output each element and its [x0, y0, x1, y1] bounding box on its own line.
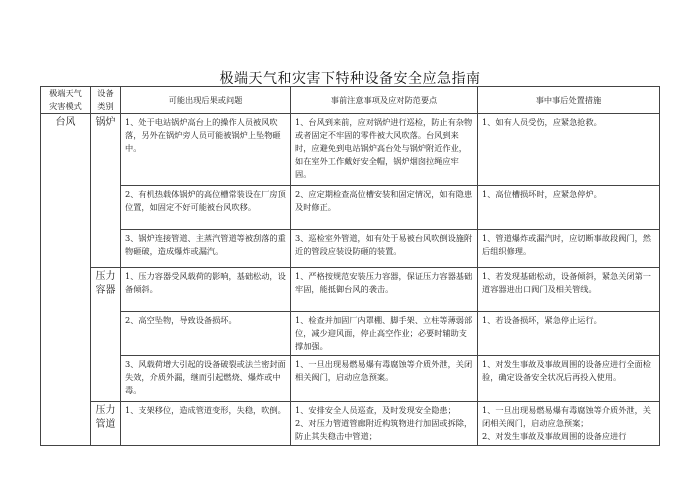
precaution-cell: 1、一旦出现易燃易爆有毒腐蚀等介质外泄，关闭相关阀门，启动应急预案。	[291, 356, 478, 402]
precaution-cell: 3、巡检室外管道，如有处于易被台风吹倒设施附近的管段应装设防砸的装置。	[291, 230, 478, 268]
precaution-cell: 1、台风到来前，应对锅炉进行巡检，防止有杂物或者固定不牢固的零件被大风吹落。台风到来时，应避免到电站锅炉高台处与锅炉附近作业，如在室外工作戴好安全帽，锅炉烟囱拉绳应牢固。	[291, 114, 478, 186]
table-row	[41, 312, 660, 356]
response-cell: 1、管道爆炸或漏汽时，应切断事故段阀门，然后组织修理。	[478, 230, 660, 268]
table-row	[41, 230, 660, 268]
precaution-cell: 1、安排安全人员巡查，及时发现安全隐患； 2、对压力管道管廊附近构筑物进行加固或拆除，防止其失稳击中管道；	[291, 402, 478, 446]
table-row	[41, 114, 660, 186]
precaution-cell: 1、严格按规范安装压力容器，保证压力容器基础牢固，能抵御台风的袭击。	[291, 268, 478, 312]
table-row	[41, 186, 660, 230]
result-cell: 1、支架移位，造成管道变形，失稳，吹倒。	[121, 402, 291, 446]
equipment-pressure-vessel: 压力 容器	[91, 268, 121, 402]
disaster-mode-cell: 台风	[41, 114, 91, 446]
equipment-boiler: 锅炉	[91, 114, 121, 268]
table-row	[41, 356, 660, 402]
equipment-pressure-pipe: 压力 管道	[91, 402, 121, 446]
header-row	[41, 87, 660, 114]
response-cell: 1、如有人员受伤，应紧急抢救。	[478, 114, 660, 186]
response-cell: 1、若设备损坏，紧急停止运行。	[478, 312, 660, 356]
header-precautions: 事前注意事项及应对防范要点	[291, 87, 478, 114]
result-cell: 3、风载荷增大引起的设备破裂或法兰密封面失效，介质外漏，继而引起燃烧、爆炸或中毒。	[121, 356, 291, 402]
response-cell: 1、一旦出现易燃易爆有毒腐蚀等介质外泄，关闭相关阀门，启动应急预案； 2、对发生事故及事故周围的设备应进行	[478, 402, 660, 446]
page-title: 极端天气和灾害下特种设备安全应急指南	[219, 71, 481, 87]
table-row	[41, 268, 660, 312]
result-cell: 2、高空坠物，导致设备损坏。	[121, 312, 291, 356]
header-mode: 极端天气 灾害模式	[41, 87, 91, 114]
precaution-cell: 2、应定期检查高位槽安装和固定情况，如有隐患及时修正。	[291, 186, 478, 230]
precaution-cell: 1、检查并加固厂内罩棚、脚手架、立柱等薄弱部位，减少迎风面，停止高空作业；必要时辅助支撑加强。	[291, 312, 478, 356]
result-cell: 3、锅炉连接管道、主蒸汽管道等被刮落的重物砸破，造成爆炸或漏汽。	[121, 230, 291, 268]
header-equipment: 设备 类别	[91, 87, 121, 114]
response-cell: 1、若发现基础松动，设备倾斜，紧急关闭第一道容器进出口阀门及相关管线。	[478, 268, 660, 312]
response-cell: 1、高位槽损坏时，应紧急停炉。	[478, 186, 660, 230]
result-cell: 1、处于电站锅炉高台上的操作人员被风吹落，另外在锅炉旁人员可能被锅炉上坠物砸中。	[121, 114, 291, 186]
header-results: 可能出现后果或问题	[121, 87, 291, 114]
result-cell: 1、压力容器受风载荷的影响，基础松动，设备倾斜。	[121, 268, 291, 312]
header-response: 事中事后处置措施	[478, 87, 660, 114]
guide-table	[40, 86, 660, 446]
result-cell: 2、有机热载体锅炉的高位槽常装设在厂房顶位置，如固定不好可能被台风吹移。	[121, 186, 291, 230]
table-row	[41, 402, 660, 446]
response-cell: 1、对发生事故及事故周围的设备应进行全面检验，确定设备安全状况后再投入使用。	[478, 356, 660, 402]
